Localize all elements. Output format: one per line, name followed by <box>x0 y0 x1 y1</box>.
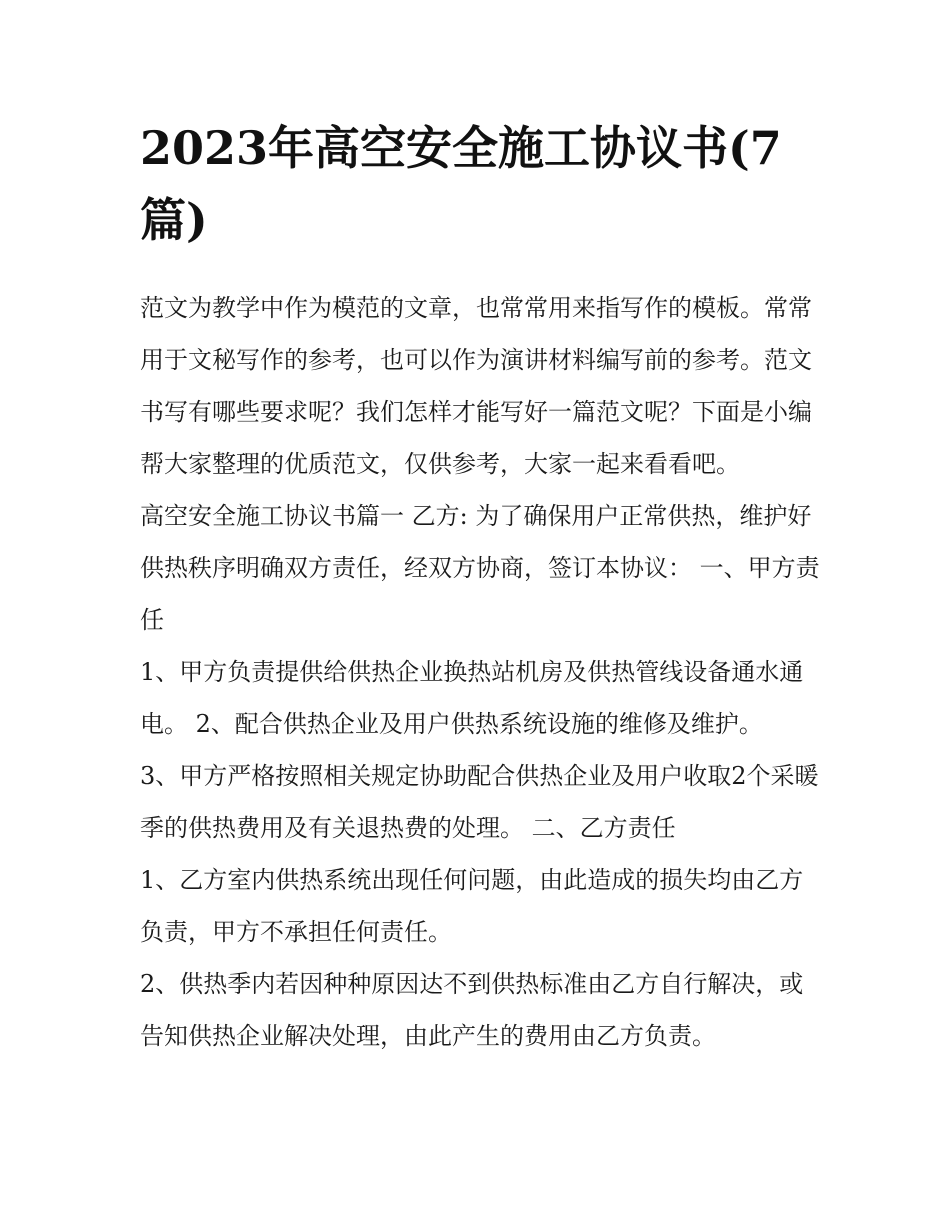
document-title: 2023年高空安全施工协议书(7篇) <box>140 121 782 247</box>
paragraph-intro: 范文为教学中作为模范的文章，也常常用来指写作的模板。常常用于文秘写作的参考，也可以作为演讲材料编写前的参考。范文书写有哪些要求呢？我们怎样才能写好一篇范文呢？下面是小编帮大家整理的优质范文，仅供参考，大家一起来看看吧。 <box>140 294 812 478</box>
paragraph-party-b-item-1: 1、乙方室内供热系统出现任何问题，由此造成的损失均由乙方负责，甲方不承担任何责任。 <box>140 866 804 946</box>
paragraph-party-b-item-2: 2、供热季内若因种种原因达不到供热标准由乙方自行解决，或告知供热企业解决处理，由此产生的费用由乙方负责。 <box>140 970 804 1050</box>
paragraph-party-a-items-1-2: 1、甲方负责提供给供热企业换热站机房及供热管线设备通水通电。 2、配合供热企业及用户供热系统设施的维修及维护。 <box>140 658 804 738</box>
document-body <box>140 112 820 1062</box>
paragraph-chapter-one-opening: 高空安全施工协议书篇一 乙方: 为了确保用户正常供热，维护好供热秩序明确双方责任，经双方协商，签订本协议： 一、甲方责任 <box>140 502 820 634</box>
paragraph-party-a-item-3: 3、甲方严格按照相关规定协助配合供热企业及用户收取2个采暖季的供热费用及有关退热费的处理。 二、乙方责任 <box>140 762 819 842</box>
